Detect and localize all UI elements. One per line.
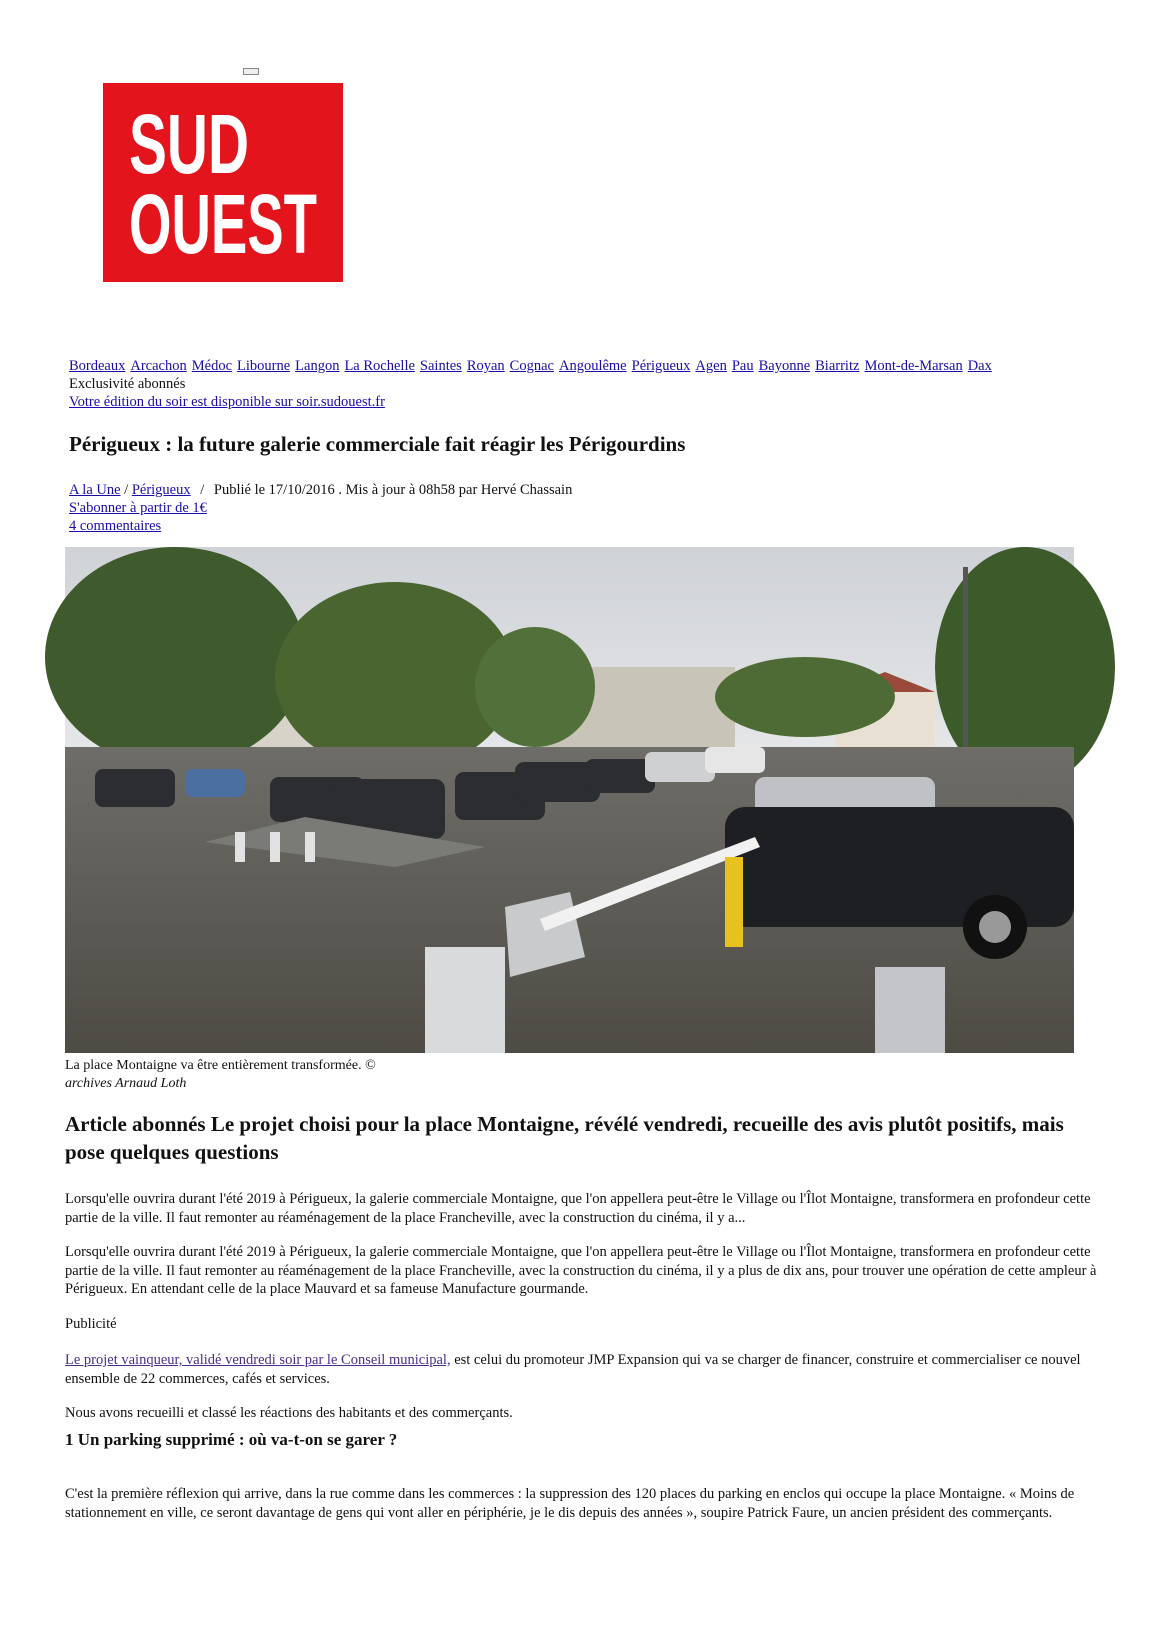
nav-city-pau[interactable]: Pau (731, 358, 754, 374)
ad-label: Publicité (65, 1316, 117, 1332)
article-meta (69, 481, 572, 499)
breadcrumb-section-link[interactable]: Périgueux (131, 482, 191, 498)
top-marker (243, 68, 259, 75)
sud-ouest-logo[interactable] (103, 83, 343, 282)
publish-info: Publié le 17/10/2016 . Mis à jour à 08h58 par Hervé Chassain (213, 482, 573, 498)
project-link[interactable]: Le projet vainqueur, validé vendredi soir par le Conseil municipal, (65, 1352, 451, 1368)
nav-city-bayonne[interactable]: Bayonne (758, 358, 811, 374)
nav-city-royan[interactable]: Royan (466, 358, 505, 374)
paragraph-2: Lorsqu'elle ouvrira durant l'été 2019 à Périgueux, la galerie commerciale Montaigne, que l'on appellera peut-être le Village ou l'Îlot Montaigne, transformera en profondeur cette partie de la ville. Il faut remonter au réaménagement de la place Francheville, avec la construction du cinéma, il y a plus de dix ans, pour trouver une opération de cette ampleur à Périgueux. En attendant celle de la place Mauvard et sa fameuse Manufacture gourmande. (65, 1244, 1097, 1297)
paragraph-4: Nous avons recueilli et classé les réactions des habitants et des commerçants. (65, 1405, 513, 1421)
paragraph-3-text: est celui du promoteur JMP Expansion qui va se charger de financer, construire et commercialiser ce nouvel ensemble de 22 commerces, cafés et services. (65, 1352, 1081, 1387)
nav-city-angouleme[interactable]: Angoulême (558, 358, 627, 374)
evening-edition-link[interactable]: Votre édition du soir est disponible sur soir.sudouest.fr (69, 394, 385, 410)
nav-city-libourne[interactable]: Libourne (237, 358, 291, 374)
breadcrumb-home-link[interactable]: A la Une (69, 482, 121, 498)
caption-text: La place Montaigne va être entièrement transformée. © (65, 1058, 376, 1073)
section-1-title: 1 Un parking supprimé : où va-t-on se garer ? (65, 1430, 398, 1449)
nav-city-saintes[interactable]: Saintes (419, 358, 462, 374)
nav-city-langon[interactable]: Langon (295, 358, 340, 374)
nav-city-medoc[interactable]: Médoc (191, 358, 232, 374)
nav-city-perigueux[interactable]: Périgueux (631, 358, 691, 374)
exclusivity-label: Exclusivité abonnés (69, 376, 186, 392)
breadcrumb-separator: / (124, 482, 129, 498)
nav-city-cognac[interactable]: Cognac (509, 358, 554, 374)
paragraph-5: C'est la première réflexion qui arrive, dans la rue comme dans les commerces : la suppression des 120 places du parking en enclos qui occupe la place Montaigne. « Moins de stationnement en ville, ce seront davantage de gens qui vont aller en périphérie, je le dis depuis des années », soupire Patrick Faure, un ancien président des commerçants. (65, 1486, 1075, 1521)
nav-city-agen[interactable]: Agen (695, 358, 727, 374)
paragraph-3 (65, 1351, 1105, 1388)
logo-line-2: OUEST (129, 177, 317, 271)
comments-link[interactable]: 4 commentaires (69, 518, 162, 534)
nav-city-dax[interactable]: Dax (967, 358, 992, 374)
nav-city-arcachon[interactable]: Arcachon (130, 358, 187, 374)
nav-city-biarritz[interactable]: Biarritz (815, 358, 860, 374)
paragraph-1: Lorsqu'elle ouvrira durant l'été 2019 à Périgueux, la galerie commerciale Montaigne, que l'on appellera peut-être le Village ou l'Îlot Montaigne, transformera en profondeur cette partie de la ville. Il faut remonter au réaménagement de la place Francheville, avec la construction du cinéma, il y a... (65, 1191, 1091, 1226)
nav-city-la-rochelle[interactable]: La Rochelle (344, 358, 415, 374)
meta-separator: / (200, 482, 205, 498)
subscribe-link[interactable]: S'abonner à partir de 1€ (69, 500, 207, 516)
logo-line-1: SUD (129, 97, 249, 191)
caption-credit: archives Arnaud Loth (65, 1076, 187, 1091)
nav-city-bordeaux[interactable]: Bordeaux (69, 358, 126, 374)
nav-city-mont-de-marsan[interactable]: Mont-de-Marsan (864, 358, 963, 374)
article-title: Périgueux : la future galerie commerciale fait réagir les Périgourdins (69, 432, 686, 456)
article-photo (65, 547, 1074, 1053)
city-nav (69, 357, 997, 375)
article-subtitle: Article abonnés Le projet choisi pour la place Montaigne, révélé vendredi, recueille des avis plutôt positifs, mais pose quelques questions (65, 1112, 1064, 1164)
photo-caption (65, 1057, 376, 1093)
